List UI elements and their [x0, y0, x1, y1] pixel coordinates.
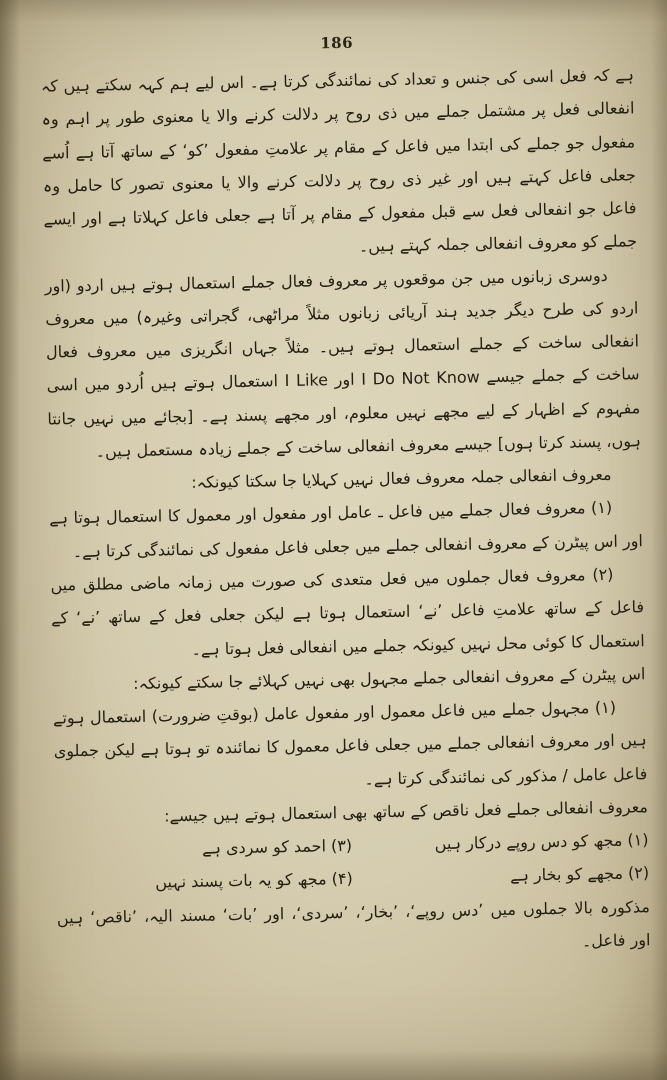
page-number: 186 — [320, 33, 354, 53]
body-text — [41, 58, 651, 967]
example-item-2: (۲) مجھے کو بخار ہے — [509, 863, 650, 886]
examples-grid — [55, 823, 649, 901]
list-item-2: (۲) معروف فعال جملوں میں فعل متعدی کی صورت میں زمانہ ماضی مطلق میں فاعل کے ساتھ علامتِ فاعل ’نے‘ استعمال ہوتا ہے لیکن جعلی فعل کے ساتھ ’نے‘ کے استعمال کا کوئی محل نہیں کیونکہ جملے میں انفعالی فعل ہوتا ہے۔ — [50, 564, 645, 659]
page-content — [40, 28, 651, 967]
heading-not-passive: اس پیٹرن کے معروف انفعالی جملے مجہول بھی نہیں کہلائے جا سکتے کیونکہ: — [133, 663, 646, 693]
list-item-3: (۱) مجہول جملے میں فاعل معمول اور مفعول عامل (بوقتِ ضرورت) استعمال ہوتے ہیں اور معروف انفعالی جملے میں جعلی فاعل معمول کا نمائندہ تو ہوتا ہے لیکن جملوی فاعل عامل / مذکور کی نمائندگی کرتا ہے۔ — [52, 697, 648, 789]
paragraph-continuation: ہے کہ فعل اسی کی جنس و تعداد کی نمائندگی کرتا ہے۔ اس لیے ہم کہہ سکتے ہیں کہ انفعالی فعل پر مشتمل جملے میں ذی روح پر دلالت کرنے والا یا معنوی طور پر اہم وہ مفعول جو جملے کی ابتدا میں فاعل کے مقام پر علامتِ مفعول ’کو‘ کے ساتھ آتا ہے اُسے جعلی فاعل کہتے ہیں اور غیر ذی روح پر دلالت کرنے والا یا معنوی تصور کا حامل وہ فاعل جو انفعالی فعل سے قبل مفعول کے مقام پر آتا ہے جعلی فاعل کہلاتا ہے اور ایسے جملے کو معروف انفعالی جملہ کہتے ہیں۔ — [40, 65, 638, 256]
examples-column-right — [352, 823, 650, 895]
paragraph-other-languages: دوسری زبانوں میں جن موقعوں پر معروف فعال جملے استعمال ہوتے ہیں اردو (اور اردو کی طرح دیگر جدید ہند آریائی زبانوں مثلاً مراٹھی، گجراتی وغیرہ) میں معروف انفعالی ساخت کے جملے استعمال ہوتے ہیں۔ مثلاً جہاں انگریزی میں معروف فعال ساخت کے جملے جیسے I Do Not Know اور I Like استعمال ہوتے ہیں اُردو میں اسی مفہوم کے اظہار کے لیے مجھے نہیں معلوم، اور مجھے پسند ہے۔ [بجائے میں نہیں جانتا ہوں، پسند کرتا ہوں] جیسے معروف انفعالی ساخت کے جملے زیادہ مستعمل ہیں۔ — [44, 265, 642, 461]
paragraph-closing: مذکورہ بالا جملوں میں ’دس روپے‘، ’بخار‘، ’سردی‘، اور ’بات‘ مسند الیہ، ’ناقص‘ ہیں اور فاعل۔ — [56, 896, 651, 951]
example-item-1: (۱) مجھ کو دس روپے درکار ہیں — [434, 830, 649, 854]
list-item-1: (۱) معروف فعال جملے میں فاعل ـ عامل اور مفعول اور معمول کا استعمال ہوتا ہے اور اس پیٹرن کے معروف انفعالی جملے میں جعلی فاعل مفعول کی نمائندگی کرتا ہے۔ — [49, 498, 643, 561]
heading-not-active: معروف انفعالی جملہ معروف فعال نہیں کہلایا جا سکتا کیونکہ: — [191, 464, 612, 493]
examples-column-left — [55, 829, 353, 901]
heading-naqis-examples: معروف انفعالی جملے فعل ناقص کے ساتھ بھی استعمال ہوتے ہیں جیسے: — [163, 797, 649, 826]
example-item-3: (۳) احمد کو سردی ہے — [201, 835, 353, 858]
example-item-4: (۴) مجھ کو یہ بات پسند نہیں — [155, 869, 353, 893]
